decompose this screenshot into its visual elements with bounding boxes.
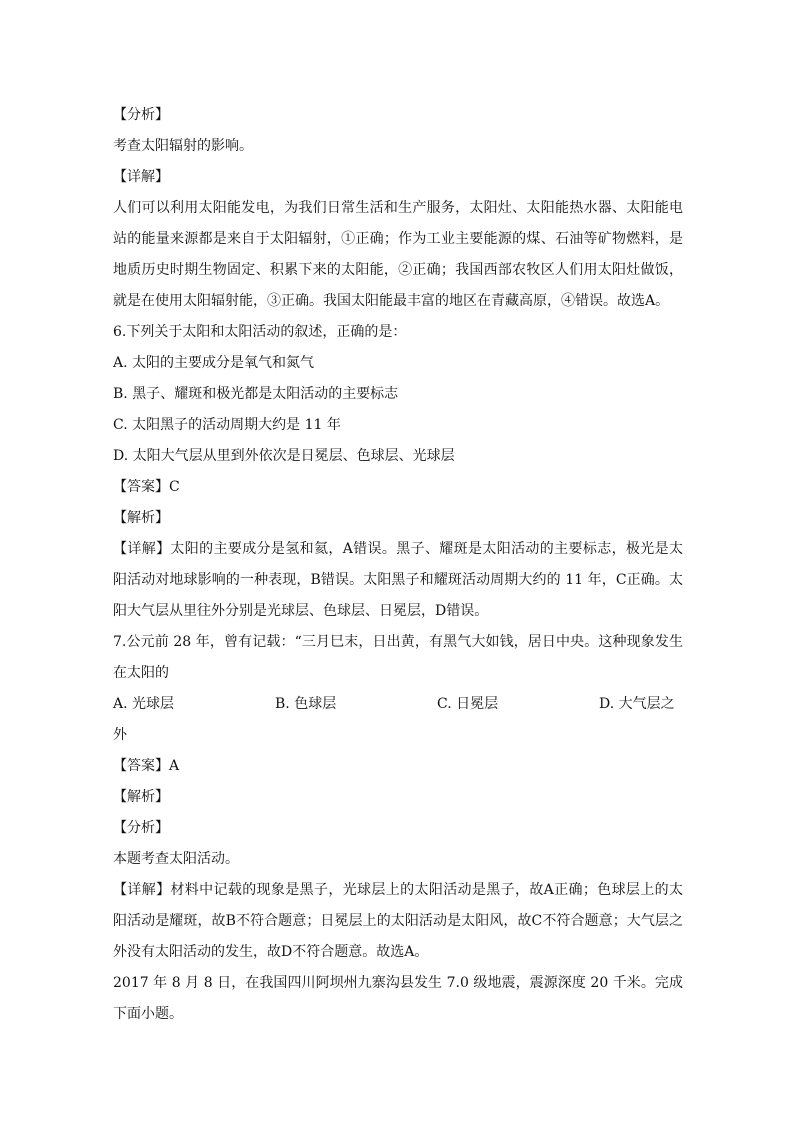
q7-answer: 【答案】A [113,758,180,774]
q6-explain-tag: 【解析】 [113,510,169,526]
q6-option-a: A. 太阳的主要成分是氧气和氮气 [113,355,315,371]
q6-option-d: D. 太阳大气层从里到外依次是日冕层、色球层、光球层 [113,448,455,464]
q7-options-row [113,689,683,720]
detail-paragraph: 人们可以利用太阳能发电，为我们日常生活和生产服务，太阳灶、太阳能热水器、太阳能电站的能量来源都是来自于太阳辐射，①正确；作为工业主要能源的煤、石油等矿物燃料，是地质历史时期生物固定、积累下来的太阳能，②正确；我国西部农牧区人们用太阳灶做饭，就是在使用太阳辐射能，③正确。我国太阳能最丰富的地区在青藏高原，④错误。故选A。 [113,200,683,309]
q7-analysis-tag: 【分析】 [113,820,169,836]
detail-tag: 【详解】 [113,169,169,185]
q7-analysis-text: 本题考查太阳活动。 [113,851,239,867]
question-7: 7.公元前 28 年，曾有记载：“三月巳末，日出黄，有黑气大如钱，居日中央。这种现象发生在太阳的 [113,634,683,681]
q6-answer: 【答案】C [113,479,180,495]
q6-option-b: B. 黑子、耀斑和极光都是太阳活动的主要标志 [113,386,399,402]
q7-option-c: C. 日冕层 [437,696,499,712]
earthquake-material: 2017 年 8 月 8 日，在我国四川阿坝州九寨沟县发生 7.0 级地震，震源深度 20 千米。完成下面小题。 [113,975,683,1022]
q6-detail: 【详解】太阳的主要成分是氢和氦，A错误。黑子、耀斑是太阳活动的主要标志，极光是太阳活动对地球影响的一种表现，B错误。太阳黑子和耀斑活动周期大约的 11 年，C正确。太阳大气层从里往外分别是光球层、色球层、日冕层，D错误。 [113,541,683,619]
q7-detail: 【详解】材料中记载的现象是黑子，光球层上的太阳活动是黑子，故A正确；色球层上的太阳活动是耀斑，故B不符合题意；日冕层上的太阳活动是太阳风，故C不符合题意；大气层之外没有太阳活动的发生，故D不符合题意。故选A。 [113,882,683,960]
q7-explain-tag: 【解析】 [113,789,169,805]
analysis-text: 考查太阳辐射的影响。 [113,138,253,154]
q7-option-a: A. 光球层 [113,696,175,712]
q7-option-b: B. 色球层 [275,696,337,712]
analysis-tag: 【分析】 [113,107,169,123]
question-6: 6.下列关于太阳和太阳活动的叙述，正确的是： [113,324,407,340]
q7-option-d: D. 大气层之 [599,696,675,712]
q6-option-c: C. 太阳黑子的活动周期大约是 11 年 [113,417,341,433]
document-content [113,100,683,1030]
q7-option-d-wrap: 外 [113,727,127,743]
